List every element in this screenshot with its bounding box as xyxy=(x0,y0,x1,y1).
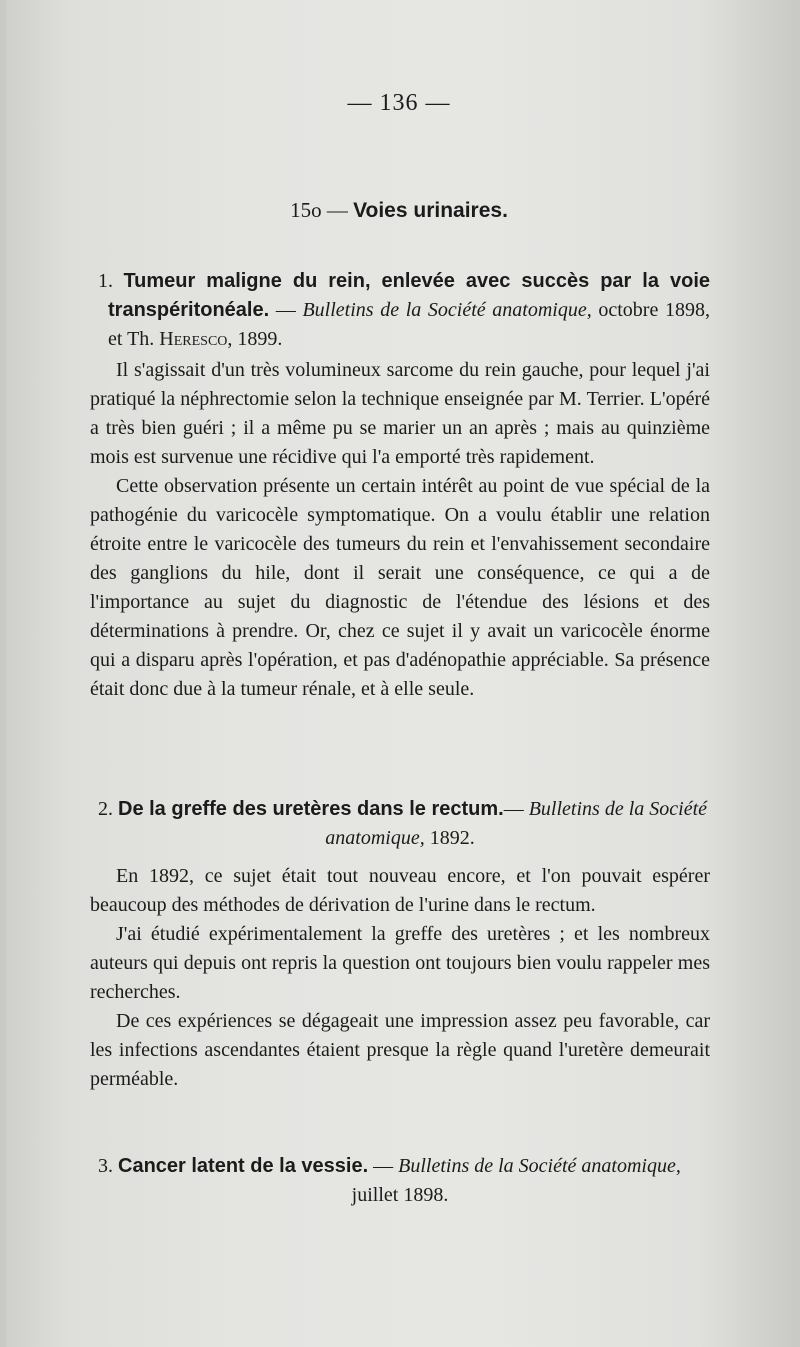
entry-2-journal-line2: anatomique, xyxy=(325,827,425,849)
entry-3-date: juillet 1898. xyxy=(351,1184,449,1206)
section-number: 15o xyxy=(290,198,322,222)
entry-1-number: 1. xyxy=(98,270,113,292)
entry-3-number: 3. xyxy=(98,1155,113,1177)
entry-1-title: Tumeur maligne du rein, enlevée avec succès par la voie transpéritonéale. xyxy=(108,270,710,321)
entry-2-title: De la greffe des uretères dans le rectum. xyxy=(118,798,504,820)
entry-1-paragraph-2: Cette observation présente un certain intérêt au point de vue spécial de la pathogénie du varicocèle symptomatique. On a voulu établir une relation étroite entre le varicocèle des tumeurs du rein et l'envahissement secondaire des ganglions du hile, dont il serait une conséquence, ce qui a de l'importance au sujet du diagnostic de l'étendue des lésions et des déterminations à prendre. Or, chez ce sujet il y avait un varicocèle énorme qui a disparu après l'opération, et pas d'adénopathie appréciable. Sa présence était donc due à la tumeur rénale, et à elle seule. xyxy=(90,475,710,700)
entry-2-number: 2. xyxy=(98,798,113,820)
entry-3-title: Cancer latent de la vessie. xyxy=(118,1155,369,1177)
entry-2-journal-line1: Bulletins de la Société xyxy=(528,798,707,820)
entry-1-journal: Bulletins de la Société anatomique, xyxy=(302,299,592,321)
entry-2-paragraph-1: En 1892, ce sujet était tout nouveau encore, et l'on pouvait espérer beaucoup des méthodes de dérivation de l'urine dans le rectum. xyxy=(90,865,710,916)
entry-1-date: octobre 1898, xyxy=(598,299,710,321)
entry-2-header xyxy=(90,795,710,853)
entry-2-paragraph-3: De ces expériences se dégageait une impression assez peu favorable, car les infections ascendantes étaient presque la règle quand l'uretère demeurait perméable. xyxy=(90,1010,710,1090)
section-dash: — xyxy=(326,198,348,222)
entry-1-coauthor-prefix: et Th. xyxy=(108,328,155,350)
entry-3-journal: Bulletins de la Société anatomique, xyxy=(398,1155,681,1177)
document-page xyxy=(6,0,792,1347)
entry-1-paragraph-1: Il s'agissait d'un très volumineux sarcome du rein gauche, pour lequel j'ai pratiqué la néphrectomie selon la technique enseignée par M. Terrier. L'opéré a très bien guéri ; il a même pu se marier un an après ; mais au quinzième mois est survenue une récidive qui l'a emporté très rapidement. xyxy=(90,359,710,468)
entry-3-dash: — xyxy=(373,1155,394,1177)
entry-1-header xyxy=(90,267,710,354)
page-number: — 136 — xyxy=(347,90,451,116)
section-title: Voies urinaires. xyxy=(353,199,508,222)
entry-2-date: 1892. xyxy=(429,827,475,849)
entry-2-body xyxy=(90,862,710,1094)
section-heading xyxy=(6,198,792,223)
entry-2-paragraph-2: J'ai étudié expérimentalement la greffe des uretères ; et les nombreux auteurs qui depuis ont repris la question ont toujours bien voulu rappeler mes recherches. xyxy=(90,923,710,1003)
entry-1-body xyxy=(90,356,710,704)
entry-2-dash: — xyxy=(503,798,524,820)
entry-1-year: , 1899. xyxy=(227,328,283,350)
entry-1-coauthor: Heresco xyxy=(159,328,228,350)
entry-1-dash: — xyxy=(275,299,296,321)
entry-3-header xyxy=(90,1152,710,1210)
